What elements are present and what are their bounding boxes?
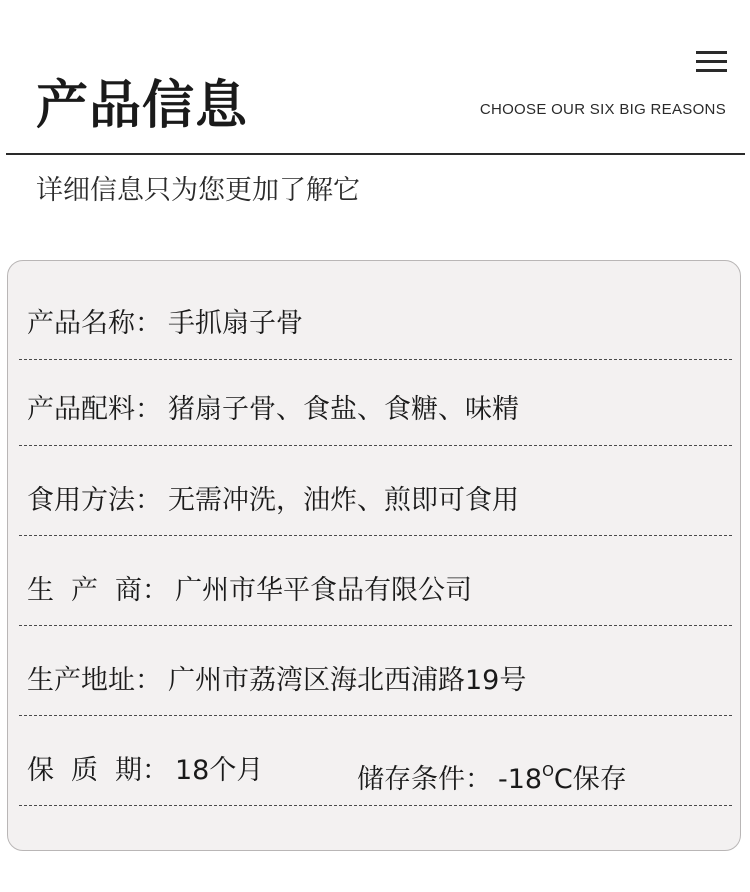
info-row-shelf-life-storage <box>19 715 732 806</box>
usage-label: 食用方法： <box>27 485 162 516</box>
storage-label: 储存条件： <box>357 764 492 795</box>
info-row-ingredients <box>19 359 732 446</box>
ingredients-label: 产品配料： <box>27 394 162 425</box>
product-info-card <box>7 260 741 851</box>
menu-bar-bottom <box>696 69 727 72</box>
storage-value: $-18^OC$保存 <box>498 762 627 795</box>
manufacturer-text <box>27 572 472 610</box>
info-row-address <box>19 625 732 716</box>
address-label: 生产地址： <box>27 665 162 696</box>
product-name-label: 产品名称： <box>27 308 162 339</box>
shelf-life-text <box>27 752 263 790</box>
hamburger-menu-icon[interactable] <box>696 51 727 73</box>
degree-symbol: O <box>542 762 554 780</box>
ingredients-text <box>27 391 519 429</box>
product-name-value: 手抓扇子骨 <box>168 308 303 339</box>
info-row-usage <box>19 445 732 536</box>
menu-bar-top <box>696 51 727 54</box>
menu-bar-middle <box>696 60 727 63</box>
address-text <box>27 662 526 700</box>
manufacturer-label: 生产商： <box>27 575 169 606</box>
page-subtitle-english: CHOOSE OUR SIX BIG REASONS <box>479 101 726 118</box>
manufacturer-value: 广州市华平食品有限公司 <box>175 575 472 606</box>
usage-value: 无需冲洗，油炸、煎即可食用 <box>168 485 519 516</box>
shelf-life-value: 18个月 <box>175 755 264 786</box>
info-row-product-name <box>19 261 732 360</box>
address-value: 广州市荔湾区海北西浦路19号 <box>168 665 527 696</box>
usage-text <box>27 482 519 520</box>
info-row-manufacturer <box>19 535 732 626</box>
ingredients-value: 猪扇子骨、食盐、食糖、味精 <box>168 394 519 425</box>
header-divider <box>6 153 745 155</box>
page-title: 产品信息 <box>36 76 249 136</box>
shelf-life-label: 保质期： <box>27 755 169 786</box>
page-tagline: 详细信息只为您更加了解它 <box>36 175 360 206</box>
product-name-text <box>27 305 303 343</box>
storage-text <box>357 752 627 799</box>
